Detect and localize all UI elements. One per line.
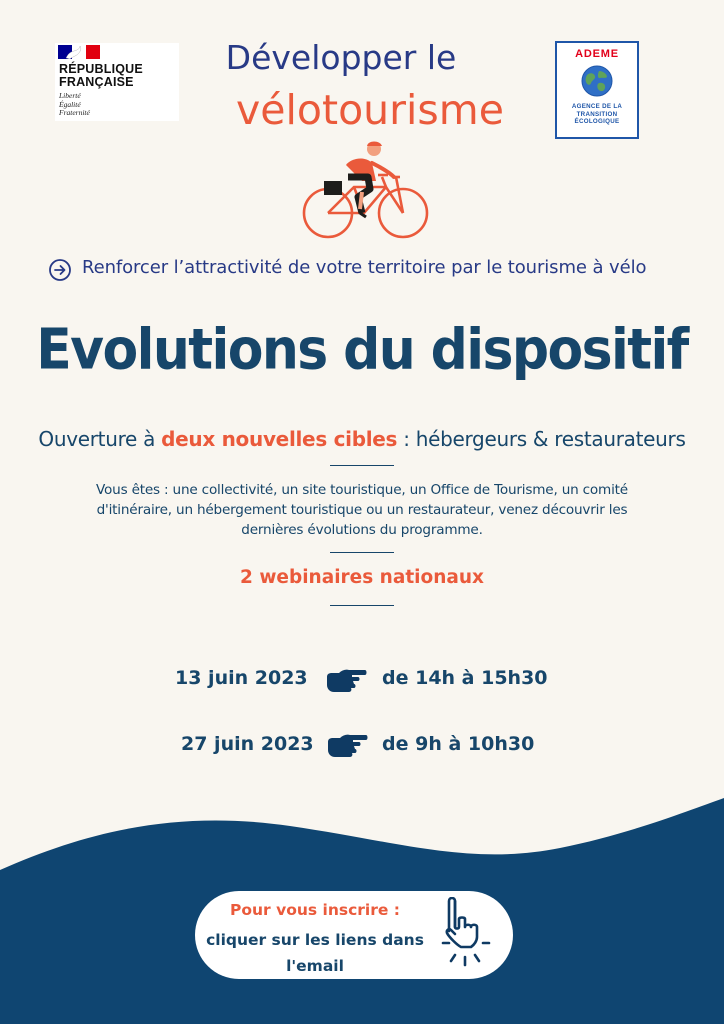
register-instruction: cliquer sur les liens dans l'email [206, 931, 424, 975]
title-line-2: vélotourisme [236, 86, 504, 134]
arrow-right-circle-icon [48, 258, 72, 282]
pointing-hand-icon [325, 667, 367, 695]
ademe-logo [555, 41, 639, 139]
description: Vous êtes : une collectivité, un site touristique, un Office de Tourisme, un comité d'itinéraire, un hébergement touristique ou un restaurateur, venez découvrir les dernières évolutions du programme. [96, 482, 628, 538]
subtitle-row [48, 254, 708, 284]
opening-line [0, 427, 724, 451]
marianne-flag-icon [58, 45, 100, 59]
opening-highlight: deux nouvelles cibles [161, 427, 398, 451]
ademe-name: ADEME [575, 48, 619, 60]
republique-name: RÉPUBLIQUE FRANÇAISE [59, 62, 143, 89]
title-line-1: Développer le [225, 38, 457, 77]
divider [330, 605, 394, 606]
opening-prefix: Ouverture à [38, 427, 162, 451]
cyclist-icon [296, 137, 434, 243]
register-callout [195, 891, 513, 979]
register-heading: Pour vous inscrire : [230, 901, 400, 919]
ademe-tagline: AGENCE DE LA TRANSITION ÉCOLOGIQUE [571, 103, 623, 125]
subtitle-text: Renforcer l’attractivité de votre territoire par le tourisme à vélo [82, 257, 647, 278]
session-time: de 14h à 15h30 [382, 667, 548, 689]
republique-motto: Liberté Égalité Fraternité [59, 91, 90, 117]
session-date: 13 juin 2023 [175, 667, 308, 689]
main-heading: Evolutions du dispositif [36, 317, 688, 383]
divider [330, 552, 394, 553]
pointing-hand-icon [326, 732, 368, 760]
divider [330, 465, 394, 466]
click-hand-icon [441, 897, 503, 973]
session-date: 27 juin 2023 [181, 733, 314, 755]
republique-francaise-logo [55, 43, 179, 121]
session-time: de 9h à 10h30 [382, 733, 535, 755]
globe-icon [581, 65, 613, 97]
opening-suffix: : hébergeurs & restaurateurs [397, 427, 686, 451]
webinars-title: 2 webinaires nationaux [240, 567, 484, 588]
